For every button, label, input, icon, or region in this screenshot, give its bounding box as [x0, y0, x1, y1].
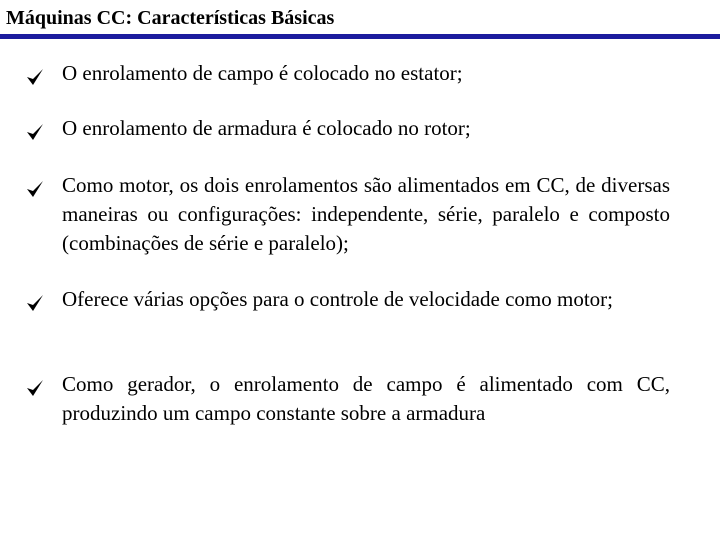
arrow-check-bullet-icon	[26, 120, 44, 138]
bullet-item-2	[26, 114, 670, 143]
bullet-text: O enrolamento de campo é colocado no estator;	[62, 61, 463, 85]
title-underline	[0, 34, 720, 39]
bullet-item-5	[26, 370, 670, 428]
bullet-item-3	[26, 171, 670, 258]
slide-title: Máquinas CC: Características Básicas	[6, 7, 335, 29]
bullet-text: Como motor, os dois enrolamentos são alimentados em CC, de diversas maneiras ou configurações: independente, série, paralelo e composto (combinações de série e paralelo);	[62, 173, 670, 255]
bullet-item-1	[26, 59, 670, 88]
bullet-item-4	[26, 285, 670, 314]
bullet-text: Como gerador, o enrolamento de campo é alimentado com CC, produzindo um campo constante sobre a armadura	[62, 372, 670, 425]
arrow-check-bullet-icon	[26, 291, 44, 309]
arrow-check-bullet-icon	[26, 376, 44, 394]
arrow-check-bullet-icon	[26, 177, 44, 195]
arrow-check-bullet-icon	[26, 65, 44, 83]
bullet-text: O enrolamento de armadura é colocado no rotor;	[62, 116, 471, 140]
bullet-text: Oferece várias opções para o controle de velocidade como motor;	[62, 287, 614, 311]
